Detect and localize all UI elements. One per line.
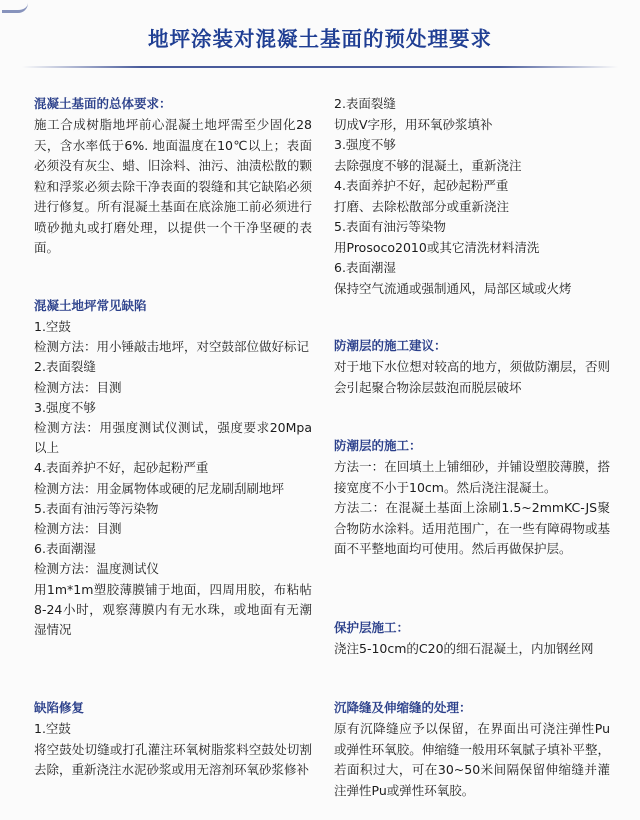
list-item: 检测方法：温度测试仪	[34, 561, 160, 577]
section-body: 施工合成树脂地坪前心混凝土地坪需至少固化28天，含水率低于6%. 地面温度在10℃以上；表面必须没有灰尘、蜡、旧涂料、油污、油渍松散的颗粒和浮浆必须去除干净表面的裂缝和其它缺陷必须进行修复。所有混凝土基面在底涂施工前必须进行喷砂抛丸或打磨处理，以提供一个干净坚硬的表面。	[34, 117, 312, 255]
list-item: 去除强度不够的混凝土，重新浇注	[334, 157, 522, 173]
section-defect-repair-continued	[334, 94, 610, 299]
corner-decoration	[2, 0, 28, 13]
section-heading: 防潮层的施工：	[334, 438, 422, 453]
list-item: 切成V字形，用环氧砂浆填补	[334, 116, 493, 132]
section-common-defects	[34, 296, 312, 640]
section-heading: 保护层施工：	[334, 620, 410, 635]
section-heading: 缺陷修复	[34, 700, 85, 715]
list-item: 2.表面裂缝	[334, 96, 396, 111]
method-item: 方法一：在回填土上铺细砂，并铺设塑胶薄膜，搭接宽度不小于10cm。然后浇注混凝土。	[334, 459, 610, 495]
section-heading: 防潮层的施工建议：	[334, 338, 447, 353]
section-moisture-barrier-advice	[334, 336, 610, 398]
list-item: 用Prosoco2010或其它清洗材料清洗	[334, 239, 540, 255]
section-defect-repair	[34, 698, 312, 781]
method-item: 方法二：在混凝土基面上涂刷1.5~2mmKC-JS聚合物防水涂料。适用范围广，在一些有障碍物或基面不平整地面均可使用。然后再做保护层。	[334, 500, 610, 556]
list-item: 打磨、去除松散部分或重新浇注	[334, 198, 510, 214]
section-heading: 混凝土地坪常见缺陷	[34, 298, 147, 313]
list-item: 2.表面裂缝	[34, 359, 96, 375]
list-item: 检测方法：目测	[34, 521, 122, 537]
list-item: 将空鼓处切缝或打孔灌注环氧树脂浆料空鼓处切割去除，重新浇注水泥砂浆或用无溶剂环氧砂浆修补	[34, 741, 312, 777]
list-item: 保持空气流通或强制通风，局部区域或火烤	[334, 280, 572, 296]
list-item: 4.表面养护不好，起砂起粉严重	[334, 178, 509, 193]
list-item: 检测方法：目测	[34, 379, 122, 395]
section-body: 对于地下水位想对较高的地方，须做防潮层，否则会引起聚合物涂层鼓泡而脱层破坏	[334, 359, 610, 395]
list-item: 6.表面潮湿	[334, 260, 396, 275]
list-item: 4.表面养护不好，起砂起粉严重	[34, 460, 209, 476]
section-protective-layer	[334, 618, 610, 660]
section-body: 浇注5-10cm的C20的细石混凝土，内加钢丝网	[334, 641, 594, 656]
list-item: 3.强度不够	[34, 399, 96, 415]
list-item: 检测方法：用小锤敲击地坪，对空鼓部位做好标记	[34, 339, 310, 355]
list-item: 5.表面有油污等染物	[334, 219, 446, 234]
page-title: 地坪涂装对混凝土基面的预处理要求	[148, 27, 492, 51]
list-item: 5.表面有油污等污染物	[34, 500, 159, 516]
list-item: 检测方法：用强度测试仪测试，强度要求20Mpa以上	[34, 420, 312, 456]
section-heading: 沉降缝及伸缩缝的处理：	[334, 700, 472, 715]
section-general-requirements	[34, 94, 312, 259]
list-item: 用1m*1m塑胶薄膜铺于地面，四周用胶，布粘帖8-24小时，观察薄膜内有无水珠，或地面有无潮湿情况	[34, 581, 312, 638]
section-heading: 混凝土基面的总体要求：	[34, 96, 172, 111]
list-item: 检测方法：用金属物体或硬的尼龙刷刮刷地坪	[34, 480, 285, 496]
section-moisture-barrier-construction	[334, 436, 610, 560]
title-divider	[22, 66, 618, 68]
list-item: 1.空鼓	[34, 319, 71, 334]
section-joint-treatment	[334, 698, 610, 801]
list-item: 1.空鼓	[34, 721, 71, 736]
list-item: 3.强度不够	[334, 137, 396, 152]
list-item: 6.表面潮湿	[34, 541, 96, 557]
section-body: 原有沉降缝应予以保留，在界面出可浇注弹性Pu或弹性环氧胶。伸缩缝一般用环氧腻子填补平整，若面积过大，可在30~50米间隔保留伸缩缝并灌注弹性Pu或弹性环氧胶。	[334, 721, 610, 798]
